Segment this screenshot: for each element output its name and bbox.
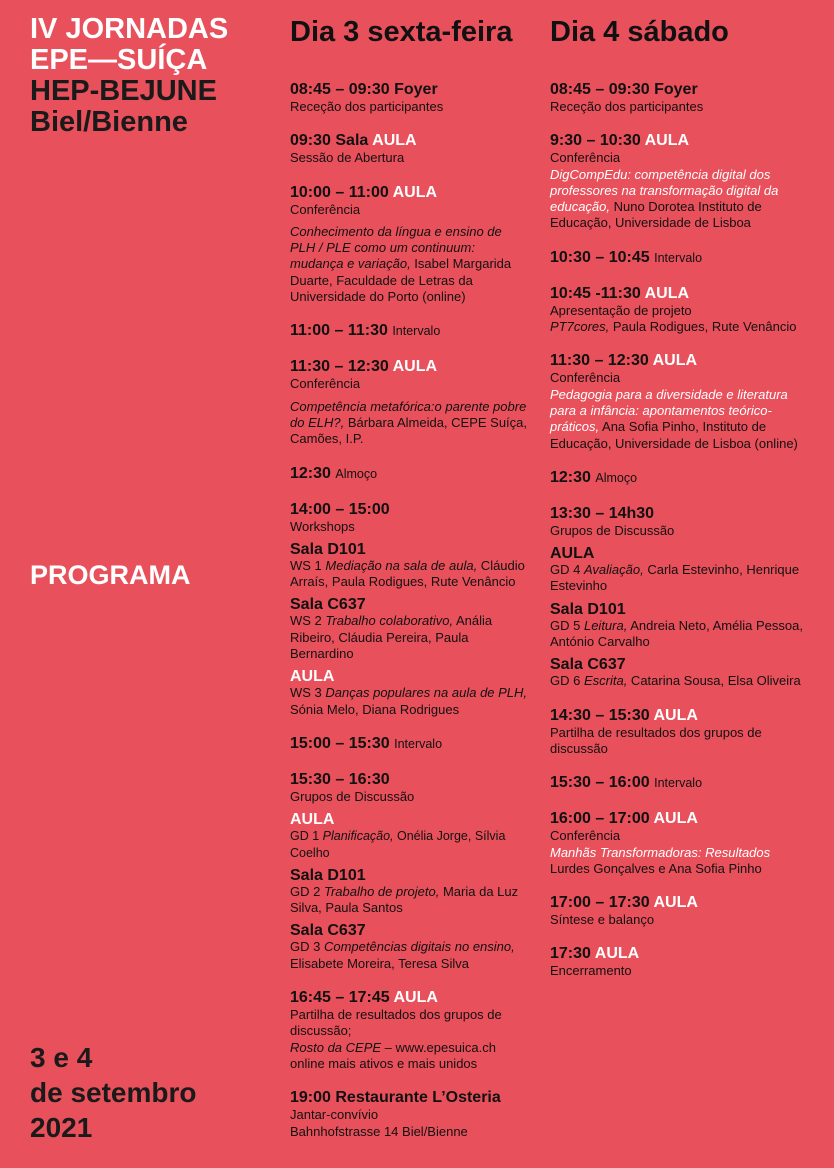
note: Intervalo [654,776,703,791]
day3-block-10 [290,988,530,1072]
title: Pedagogia para a diversidade e literatura para a infância: apontamentos teórico-práticos, [550,386,788,435]
time: 09:30 [290,132,331,150]
time: 14:00 – 15:00 [290,500,390,518]
day4-block-5 [550,351,805,451]
speakers: Cláudio Arraís, Paula Rodigues, Rute Venâncio [290,557,525,590]
day4-block-9 [550,773,805,793]
speaker: Nuno Dorotea Instituto de Educação, Universidade de Lisboa [550,199,762,231]
website-text: – www.epesuica.ch online mais ativos e mais unidos [290,1039,496,1071]
time: 17:30 [550,945,591,963]
place: AULA [653,810,698,828]
session-type: Conferência [550,828,621,844]
time: 11:00 – 11:30 [290,322,388,340]
code: GD 3 [290,939,324,955]
place: AULA [393,989,438,1007]
day3-block-5 [290,357,530,447]
description: Jantar-convívio [290,1107,379,1123]
day4-block-10 [550,809,805,877]
room: Sala D101 [290,540,366,558]
time: 08:45 – 09:30 [550,81,650,98]
group-5 [550,601,805,651]
title: Manhãs Transformadoras: Resultados [550,844,771,860]
description: Sessão de Abertura [290,150,405,166]
day3-block-1 [290,80,530,115]
workshop-2 [290,596,530,662]
time: 11:30 – 12:30 [550,352,649,370]
code: GD 6 [550,673,584,689]
session-type: Conferência [550,150,621,166]
note: Almoço [335,466,378,481]
note: Intervalo [654,250,703,265]
address: Bahnhofstrasse 14 Biel/Bienne [290,1123,468,1139]
speakers: Maria da Luz Silva, Paula Santos [290,883,519,916]
dates-line-3: 2021 [30,1112,93,1143]
room: Sala C637 [290,922,366,940]
description: Síntese e balanço [550,912,655,928]
description [550,167,805,232]
title: PT7cores, [550,319,610,335]
title: Avaliação, [583,562,644,578]
speakers: Sónia Melo, Diana Rodrigues [290,701,460,717]
day4-heading: Dia 4 sábado [550,16,729,48]
speakers: Elisabete Moreira, Teresa Silva [290,955,469,971]
description [290,399,530,448]
session-type: Conferência [290,201,361,217]
day4-block-7 [550,504,805,539]
time: 10:30 – 10:45 [550,248,650,266]
title: Competência metafórica:o parente pobre do ELH?, [290,398,527,430]
group-1 [290,811,530,861]
description [290,224,530,305]
day3-heading: Dia 3 sexta-feira [290,16,513,48]
workshop-3 [290,668,530,718]
title-line-4: Biel/Bienne [30,106,188,138]
day4-block-3 [550,248,805,268]
title: Trabalho de projeto, [323,883,440,899]
speaker: Isabel Margarida Duarte, Faculdade de Letras da Universidade do Porto (online) [290,256,512,305]
time: 9:30 – 10:30 [550,132,641,150]
code: WS 3 [290,685,326,701]
room: Sala D101 [550,600,626,618]
place: AULA [594,945,640,963]
room: AULA [550,545,595,563]
place: AULA [653,706,698,724]
session-type: Apresentação de projeto [550,302,692,318]
room: Sala C637 [290,596,366,614]
description [550,319,805,335]
event-dates [30,1040,197,1145]
event-title [30,14,280,138]
day4-schedule [550,80,805,996]
speaker: Ana Sofia Pinho, Instituto de Educação, Universidade de Lisboa (online) [550,419,798,451]
title: Conhecimento da língua e ensino de PLH / PLE como um continuum: mudança e variação, [290,223,502,272]
title: Mediação na sala de aula, [325,557,478,573]
speakers: Andreia Neto, Amélia Pessoa, António Carvalho [550,617,803,650]
highlight: Rosto da CEPE [290,1039,382,1055]
speaker: Bárbara Almeida, CEPE Suíça, Camões, I.P. [290,414,528,447]
code: GD 2 [290,883,324,899]
speakers: Carla Estevinho, Henrique Estevinho [550,562,800,594]
place: Restaurante L’Osteria [335,1089,501,1107]
code: GD 4 [550,562,584,578]
place: AULA [372,132,417,150]
speakers: Catarina Sousa, Elsa Oliveira [627,673,801,689]
title: Competências digitais no ensino, [323,939,515,955]
room: AULA [290,811,335,829]
time: 08:45 – 09:30 [290,81,390,98]
dates-line-1: 3 e 4 [30,1042,93,1073]
title: Escrita, [583,673,628,689]
day4-block-4 [550,284,805,336]
title: Planificação, [322,829,394,844]
day3-block-9 [290,770,530,805]
title: Trabalho colaborativo, [325,613,454,629]
group-6 [550,656,805,689]
time: 15:30 – 16:00 [550,774,650,792]
time: 19:00 [290,1089,331,1107]
code: WS 1 [290,557,326,573]
description: Partilha de resultados dos grupos de discussão [550,724,762,756]
room: Sala D101 [290,866,366,884]
time: 12:30 [550,468,591,486]
time: 12:30 [290,464,331,482]
session-type: Conferência [550,370,621,386]
place: AULA [652,352,698,370]
title-line-2: EPE—SUÍÇA [30,44,208,76]
speakers: Anália Ribeiro, Cláudia Pereira, Paula Bernardino [290,613,493,662]
place: AULA [392,358,438,376]
time: 11:30 – 12:30 [290,358,389,376]
day3-block-4 [290,321,530,341]
room: AULA [290,668,335,686]
time: 15:00 – 15:30 [290,734,390,752]
time: 16:45 – 17:45 [290,989,390,1007]
description [550,387,805,452]
session-type: Workshops [290,518,355,534]
description: Receção dos participantes [290,99,444,114]
day3-block-2 [290,131,530,166]
dates-line-2: de setembro [30,1077,197,1108]
place: AULA [653,894,698,912]
speaker: Paula Rodigues, Rute Venâncio [609,319,797,335]
day3-block-7 [290,500,530,535]
time: 16:00 – 17:00 [550,810,650,828]
day4-block-11 [550,893,805,928]
group-2 [290,867,530,917]
group-4 [550,545,805,595]
place-prefix: Sala [335,132,369,150]
day3-block-11 [290,1088,530,1140]
note: Intervalo [394,736,443,751]
day3-block-6 [290,464,530,484]
group-3 [290,922,530,972]
note: Intervalo [392,324,441,339]
day4-block-12 [550,944,805,979]
time: 17:00 – 17:30 [550,894,650,912]
note: Almoço [595,470,638,485]
time: 15:30 – 16:30 [290,770,390,788]
time: 10:45 -11:30 [550,284,641,302]
day4-block-2 [550,131,805,231]
title-line-3: HEP-BEJUNE [30,75,217,107]
description: Encerramento [550,963,632,979]
day3-schedule [290,80,530,1156]
session-type: Grupos de Discussão [290,788,415,804]
speakers: Lurdes Gonçalves e Ana Sofia Pinho [550,860,762,876]
day3-block-3 [290,183,530,306]
title: DigCompEdu: competência digital dos professores na transformação digital da educação, [550,166,779,215]
description: Receção dos participantes [550,99,704,114]
place: AULA [644,284,690,302]
code: GD 1 [290,829,323,844]
title: Leitura, [583,617,628,633]
title: Danças populares na aula de PLH, [325,685,528,701]
day4-block-8 [550,706,805,758]
room: Sala C637 [550,656,626,674]
day3-block-8 [290,734,530,754]
time: 13:30 – 14h30 [550,504,655,522]
speakers: Onélia Jorge, Sílvia Coelho [290,829,506,860]
session-type: Conferência [290,376,361,392]
place: AULA [392,183,438,201]
day4-block-1 [550,80,805,115]
place: Foyer [654,81,698,98]
time: 10:00 – 11:00 [290,183,389,201]
session-type: Grupos de Discussão [550,522,675,538]
code: GD 5 [550,617,584,633]
place: AULA [644,132,690,150]
title-line-1: IV JORNADAS [30,13,229,45]
description: Partilha de resultados dos grupos de discussão; [290,1007,502,1039]
code: WS 2 [290,613,326,629]
place: Foyer [394,81,438,98]
programa-label: PROGRAMA [30,560,191,590]
workshop-1 [290,541,530,591]
time: 14:30 – 15:30 [550,706,650,724]
day4-block-6 [550,468,805,488]
